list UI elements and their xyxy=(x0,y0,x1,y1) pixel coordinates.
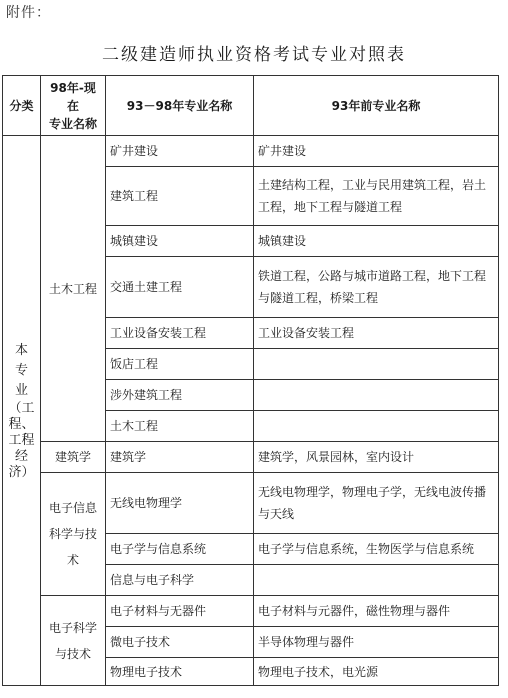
table-row xyxy=(3,596,499,627)
category-line: 本 xyxy=(14,342,28,358)
name-before-93: 矿井建设 xyxy=(254,136,499,167)
major-line: 科学与技术 xyxy=(48,527,97,567)
name-93-98: 电子材料与无器件 xyxy=(106,596,254,627)
name-before-93 xyxy=(254,411,499,442)
category-line: 专 xyxy=(14,362,28,378)
major-line: 电子信息 xyxy=(48,501,97,515)
name-before-93: 土建结构工程，工业与民用建筑工程，岩土工程，地下工程与隧道工程 xyxy=(254,167,499,226)
table-row xyxy=(3,473,499,534)
name-93-98: 信息与电子科学 xyxy=(106,565,254,596)
name-93-98: 矿井建设 xyxy=(106,136,254,167)
name-93-98: 工业设备安装工程 xyxy=(106,318,254,349)
major-cell-architecture: 建筑学 xyxy=(41,442,106,473)
major-comparison-table xyxy=(2,75,499,686)
name-before-93: 物理电子技术，电光源 xyxy=(254,658,499,686)
name-before-93: 铁道工程，公路与城市道路工程，地下工程与隧道工程，桥梁工程 xyxy=(254,257,499,318)
category-line: 业 xyxy=(14,382,28,398)
header-93-98: 93－98年专业名称 xyxy=(106,76,254,136)
name-93-98: 饭店工程 xyxy=(106,349,254,380)
header-before-93: 93年前专业名称 xyxy=(254,76,499,136)
name-before-93: 建筑学，风景园林，室内设计 xyxy=(254,442,499,473)
name-93-98: 物理电子技术 xyxy=(106,658,254,686)
name-93-98: 土木工程 xyxy=(106,411,254,442)
name-before-93: 工业设备安装工程 xyxy=(254,318,499,349)
name-before-93 xyxy=(254,380,499,411)
name-93-98: 微电子技术 xyxy=(106,627,254,658)
header-category: 分类 xyxy=(3,76,41,136)
header-current-major xyxy=(41,76,106,136)
major-cell-electronic-science xyxy=(41,596,106,686)
major-line: 与技术 xyxy=(54,646,91,661)
major-cell-electronic-info xyxy=(41,473,106,596)
name-before-93 xyxy=(254,349,499,380)
name-93-98: 电子学与信息系统 xyxy=(106,534,254,565)
name-before-93 xyxy=(254,565,499,596)
attachment-label: 附件： xyxy=(6,5,51,21)
major-line: 电子科学 xyxy=(48,620,97,635)
name-93-98: 建筑学 xyxy=(106,442,254,473)
header-current-line1: 98年-现在 xyxy=(50,80,96,113)
name-before-93: 无线电物理学，物理电子学，无线电波传播与天线 xyxy=(254,473,499,534)
major-cell-civil: 土木工程 xyxy=(41,136,106,442)
name-before-93: 电子学与信息系统，生物医学与信息系统 xyxy=(254,534,499,565)
name-before-93: 半导体物理与器件 xyxy=(254,627,499,658)
name-before-93: 电子材料与元器件，磁性物理与器件 xyxy=(254,596,499,627)
name-before-93: 城镇建设 xyxy=(254,226,499,257)
name-93-98: 交通土建工程 xyxy=(106,257,254,318)
name-93-98: 城镇建设 xyxy=(106,226,254,257)
name-93-98: 涉外建筑工程 xyxy=(106,380,254,411)
category-line: （工程、工程经济） xyxy=(8,400,35,480)
category-cell xyxy=(3,136,41,686)
name-93-98: 建筑工程 xyxy=(106,167,254,226)
table-header-row xyxy=(3,76,499,136)
name-93-98: 无线电物理学 xyxy=(106,473,254,534)
table-row xyxy=(3,442,499,473)
table-row xyxy=(3,136,499,167)
header-current-line2: 专业名称 xyxy=(48,116,97,131)
document-title: 二级建造师执业资格考试专业对照表 xyxy=(102,45,406,65)
